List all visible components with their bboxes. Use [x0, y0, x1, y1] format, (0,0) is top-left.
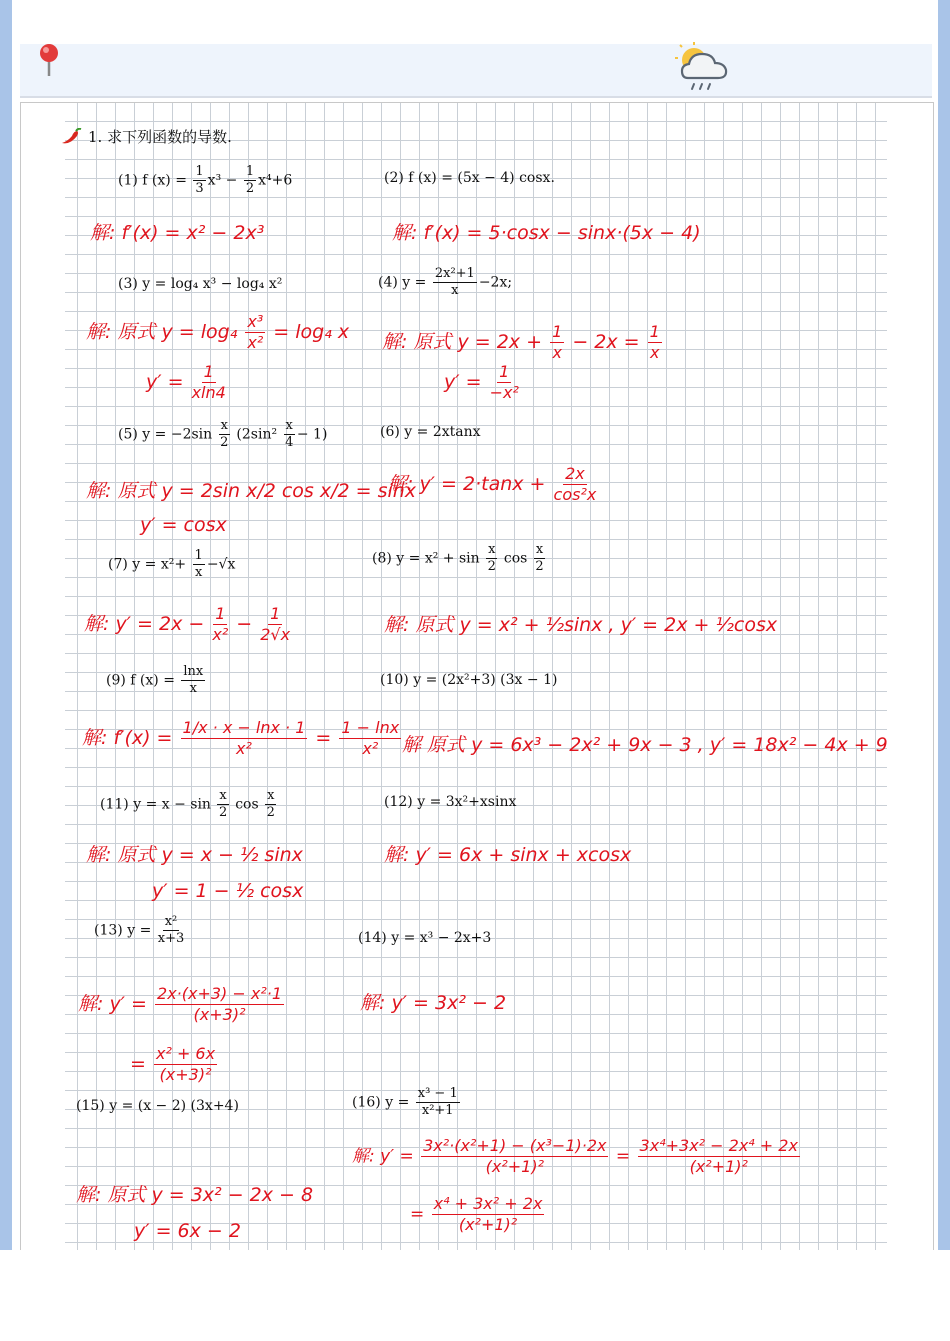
answer-11: 解: 原式 y = x − ½ sinx — [86, 844, 303, 866]
problem-10: (10) y = (2x²+3) (3x − 1) — [380, 672, 558, 688]
answer-9: 解: f′(x) = $\frac{1/x \cdot x - \ln x \cdot 1}{\text{x²}}$ = $\frac{1 - \ln x}{\text{x²}}$ — [82, 718, 400, 758]
problem-14: (14) y = x³ − 2x+3 — [358, 930, 492, 946]
answer-15b: y′ = 6x − 2 — [134, 1220, 241, 1242]
answer-10: 解 原式 y = 6x³ − 2x² + 9x − 3 , y′ = 18x² − 4x + 9 — [402, 734, 888, 756]
problem-4: (4) y = $\frac{\text{2x²+1}}{x}$ −2x; — [378, 266, 513, 298]
title-text: 1. 求下列函数的导数. — [88, 128, 232, 146]
problem-16: (16) y = $\frac{\text{x³ − 1}}{\text{x²+1}}$ — [352, 1086, 458, 1118]
problem-3: (3) y = log₄ x³ − log₄ x² — [118, 276, 283, 292]
answer-13: 解: y′ = $\frac{\text{2x·(x+3) − x²·1}}{\text{(x+3)²}}$ — [78, 984, 283, 1024]
problem-2: (2) f (x) = (5x − 4) cosx. — [384, 170, 555, 186]
problem-9: (9) f (x) = $\frac{\ln x}{x}$ — [106, 664, 204, 696]
answer-3b: y′ = $\frac{1}{xln4}$ — [146, 362, 226, 402]
exercise-title — [60, 126, 232, 147]
problem-6: (6) y = 2xtanx — [380, 424, 481, 440]
answer-13b: = $\frac{\text{x² + 6x}}{\text{(x+3)²}}$ — [130, 1044, 216, 1084]
answer-5: 解: 原式 y = 2sin x/2 cos x/2 = sinx — [86, 480, 417, 502]
left-sidebar — [0, 0, 12, 1250]
answer-2: 解: f′(x) = 5·cosx − sinx·(5x − 4) — [392, 222, 701, 244]
answer-4b: y′ = $\frac{1}{\text{−x²}}$ — [444, 362, 519, 402]
problem-5: (5) y = −2sin $\frac{x}{2}$ (2sin² $\frac{x}{4}$ − 1) — [118, 418, 328, 450]
answer-6: 解: y′ = 2·tanx + $\frac{2x}{\text{cos²x}}$ — [388, 464, 597, 504]
problem-1: (1) f (x) = $\frac{1}{3}$ x³ − $\frac{1}{2}$ x⁴+6 — [118, 164, 293, 196]
answer-3: 解: 原式 y = log₄ $\frac{\text{x³}}{\text{x²}}$ = log₄ x — [86, 312, 350, 352]
answer-11b: y′ = 1 − ½ cosx — [152, 880, 304, 902]
page-bottom — [0, 1250, 950, 1341]
right-sidebar — [938, 0, 950, 1250]
answer-1: 解: f′(x) = x² − 2x³ — [90, 222, 265, 244]
problem-12: (12) y = 3x²+xsinx — [384, 794, 517, 810]
problem-11: (11) y = x − sin $\frac{x}{2}$ cos $\frac{x}{2}$ — [100, 788, 275, 820]
answer-16: 解: y′ = $\frac{\text{3x²·(x²+1) − (x³−1)·2x}}{\text{(x²+1)²}}$ = $\frac{\text{3x⁴+3x² − 2x⁴ + 2x}}{\text{(x²+1)²}}$ — [352, 1136, 798, 1176]
answer-16b: = $\frac{\text{x⁴ + 3x² + 2x}}{\text{(x²+1)²}}$ — [410, 1194, 543, 1234]
answer-14: 解: y′ = 3x² − 2 — [360, 992, 507, 1014]
problem-8: (8) y = x² + sin $\frac{x}{2}$ cos $\frac{x}{2}$ — [372, 542, 544, 574]
answer-15: 解: 原式 y = 3x² − 2x − 8 — [76, 1184, 314, 1206]
weather-icon — [668, 40, 744, 96]
answer-5b: y′ = cosx — [140, 514, 227, 536]
answer-12: 解: y′ = 6x + sinx + xcosx — [384, 844, 632, 866]
chili-icon — [60, 128, 82, 146]
problem-13: (13) y = $\frac{\text{x²}}{x+3}$ — [94, 914, 185, 946]
answer-4: 解: 原式 y = 2x + $\frac{1}{x}$ − 2x = $\frac{1}{x}$ — [382, 322, 660, 362]
answer-8: 解: 原式 y = x² + ½sinx , y′ = 2x + ½cosx — [384, 614, 778, 636]
header-bar — [20, 44, 932, 98]
pin-icon — [36, 42, 62, 78]
problem-15: (15) y = (x − 2) (3x+4) — [76, 1098, 239, 1114]
problem-7: (7) y = x²+ $\frac{1}{x}$ −√x — [108, 548, 236, 580]
answer-7: 解: y′ = 2x − $\frac{1}{\text{x²}}$ − $\frac{1}{2√x}$ — [84, 604, 291, 644]
